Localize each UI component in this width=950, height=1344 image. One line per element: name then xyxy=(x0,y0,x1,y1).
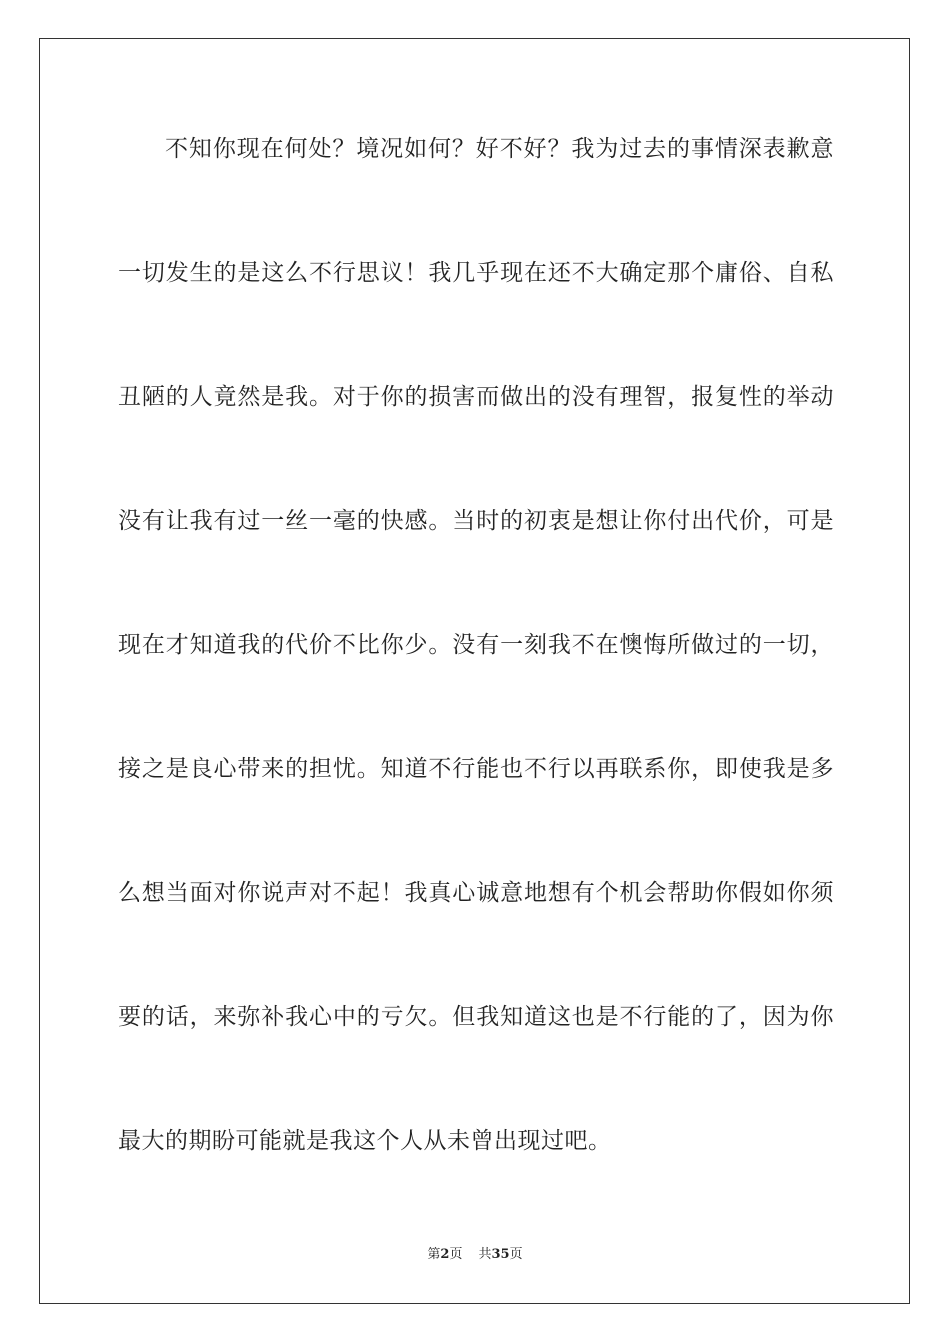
page-label-suffix: 页 xyxy=(449,1247,463,1262)
paragraph-line-1: 不知你现在何处？境况如何？好不好？我为过去的事情深表歉意 xyxy=(165,136,834,162)
paragraph-line-6: 接之是良心带来的担忧。知道不行能也不行以再联系你，即使我是多 xyxy=(118,756,834,782)
paragraph-line-7: 么想当面对你说声对不起！我真心诚意地想有个机会帮助你假如你须 xyxy=(118,880,834,906)
page-number: 2 xyxy=(440,1247,450,1262)
paragraph-line-8: 要的话，来弥补我心中的亏欠。但我知道这也是不行能的了，因为你 xyxy=(118,1004,834,1030)
page-footer xyxy=(0,1243,950,1262)
page-label-prefix: 第 xyxy=(427,1247,441,1262)
paragraph-line-3: 丑陋的人竟然是我。对于你的损害而做出的没有理智，报复性的举动 xyxy=(118,384,834,410)
letter-paragraph xyxy=(118,124,834,1240)
paragraph-line-4: 没有让我有过一丝一毫的快感。当时的初衷是想让你付出代价，可是 xyxy=(118,508,834,534)
total-label-prefix: 共 xyxy=(478,1247,492,1262)
total-label-suffix: 页 xyxy=(509,1247,523,1262)
total-pages: 35 xyxy=(491,1247,510,1262)
paragraph-line-5: 现在才知道我的代价不比你少。没有一刻我不在懊悔所做过的一切， xyxy=(118,632,834,658)
paragraph-line-2: 一切发生的是这么不行思议！我几乎现在还不大确定那个庸俗、自私 xyxy=(118,260,834,286)
paragraph-line-9: 最大的期盼可能就是我这个人从未曾出现过吧。 xyxy=(118,1128,612,1154)
